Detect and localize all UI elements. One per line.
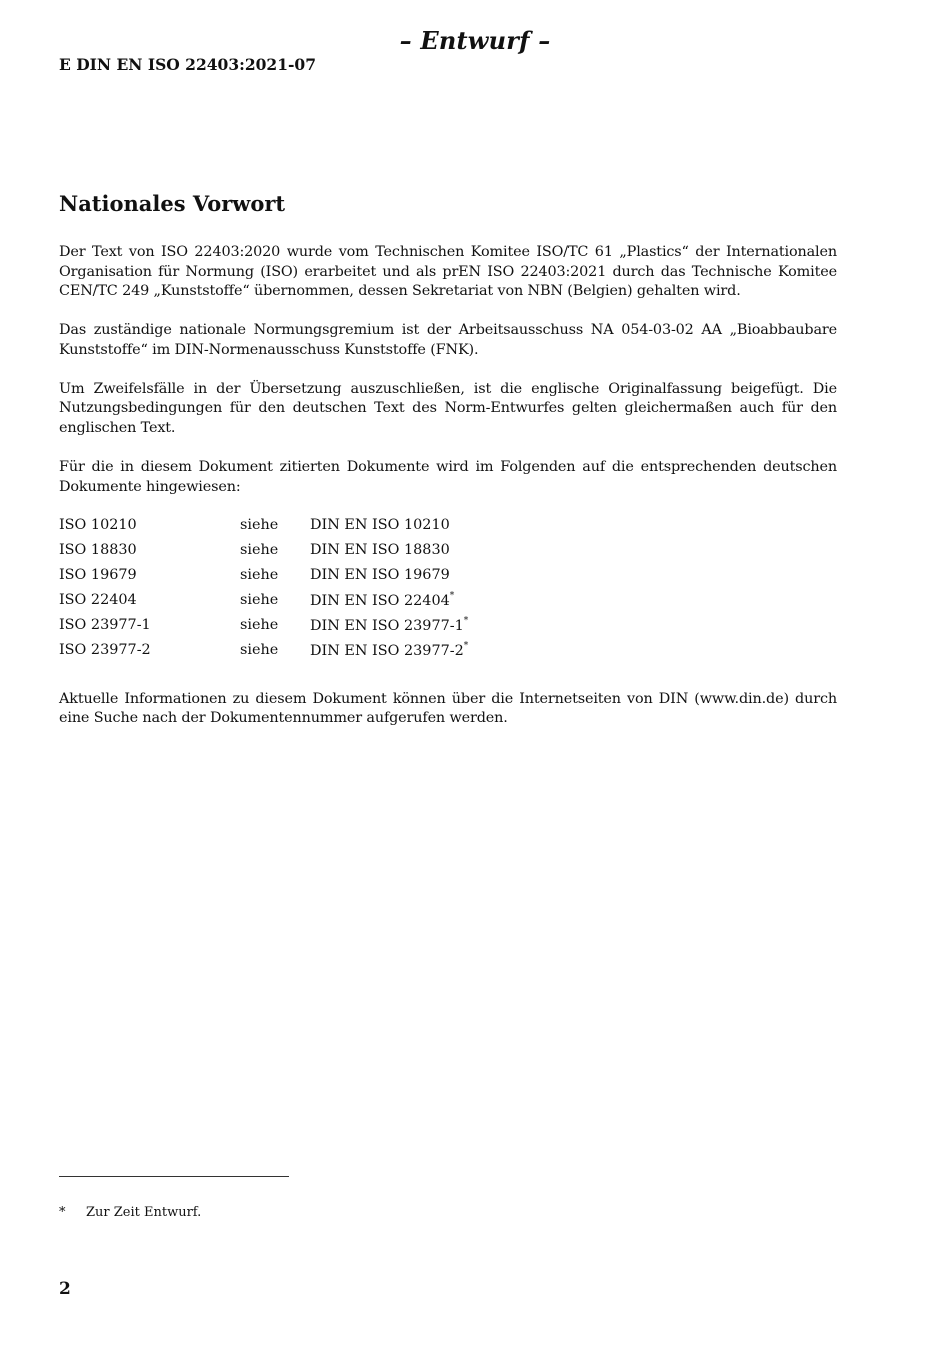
see-label: siehe bbox=[240, 566, 279, 583]
paragraph-online-info: Aktuelle Informationen zu diesem Dokument können über die Internetseiten von DIN (www.din.de) durch eine Suche nach der Dokumentennummer aufgerufen werden. bbox=[59, 690, 837, 727]
din-reference-text: DIN EN ISO 23977-2 bbox=[310, 643, 464, 660]
din-reference-text: DIN EN ISO 10210 bbox=[310, 516, 450, 533]
draft-mark: – Entwurf – bbox=[399, 26, 551, 55]
footnote-text: Zur Zeit Entwurf. bbox=[86, 1205, 202, 1220]
table-row bbox=[59, 592, 610, 617]
footnote-mark: * bbox=[59, 1205, 66, 1220]
iso-reference: ISO 10210 bbox=[59, 516, 137, 533]
din-reference bbox=[310, 642, 610, 667]
see-label: siehe bbox=[240, 617, 279, 634]
din-reference-text: DIN EN ISO 23977-1 bbox=[310, 618, 464, 635]
table-row bbox=[59, 517, 610, 542]
footnote-marker: * bbox=[463, 616, 469, 627]
footnote-marker: * bbox=[463, 641, 469, 652]
see-label: siehe bbox=[240, 592, 279, 609]
paragraph-origin: Der Text von ISO 22403:2020 wurde vom Technischen Komitee ISO/TC 61 „Plastics“ der Internationalen Organisation für Normung (ISO) erarbeitet und als prEN ISO 22403:2021 durch das Technische Komitee CEN/TC 249 „Kunststoffe“ übernommen, dessen Sekretariat von NBN (Belgien) gehalten wird. bbox=[59, 244, 837, 300]
table-row bbox=[59, 617, 610, 642]
table-row bbox=[59, 542, 610, 567]
iso-reference: ISO 19679 bbox=[59, 566, 137, 583]
din-reference bbox=[310, 617, 610, 642]
iso-reference: ISO 18830 bbox=[59, 541, 137, 558]
din-reference bbox=[310, 592, 610, 617]
din-reference bbox=[310, 567, 610, 592]
reference-table bbox=[59, 517, 610, 668]
paragraph-translation: Um Zweifelsfälle in der Übersetzung auszuschließen, ist die englische Originalfassung beigefügt. Die Nutzungsbedingungen für den deutschen Text des Norm-Entwurfes gelten gleichermaßen auch für den englischen Text. bbox=[59, 380, 837, 436]
iso-reference: ISO 22404 bbox=[59, 592, 137, 609]
din-reference-text: DIN EN ISO 19679 bbox=[310, 566, 450, 583]
paragraph-committee: Das zuständige nationale Normungsgremium ist der Arbeitsausschuss NA 054-03-02 AA „Bioabbaubare Kunststoffe“ im DIN-Normenausschuss Kunststoffe (FNK). bbox=[59, 322, 837, 358]
page-number: 2 bbox=[59, 1279, 71, 1299]
footnote bbox=[59, 1205, 201, 1220]
iso-reference: ISO 23977-1 bbox=[59, 617, 151, 634]
see-label: siehe bbox=[240, 516, 279, 533]
din-reference-text: DIN EN ISO 18830 bbox=[310, 541, 450, 558]
paragraph-references-intro: Für die in diesem Dokument zitierten Dokumente wird im Folgenden auf die entsprechenden deutschen Dokumente hingewiesen: bbox=[59, 458, 837, 495]
din-reference bbox=[310, 542, 610, 567]
footnote-separator bbox=[59, 1176, 289, 1177]
see-label: siehe bbox=[240, 541, 279, 558]
din-reference-text: DIN EN ISO 22404 bbox=[310, 592, 450, 609]
footnote-marker: * bbox=[449, 591, 455, 602]
national-foreword bbox=[59, 190, 837, 748]
iso-reference: ISO 23977-2 bbox=[59, 642, 151, 659]
section-title: Nationales Vorwort bbox=[59, 191, 286, 216]
din-reference bbox=[310, 517, 610, 542]
table-row bbox=[59, 642, 610, 667]
document-id: E DIN EN ISO 22403:2021-07 bbox=[59, 55, 316, 74]
see-label: siehe bbox=[240, 642, 279, 659]
table-row bbox=[59, 567, 610, 592]
